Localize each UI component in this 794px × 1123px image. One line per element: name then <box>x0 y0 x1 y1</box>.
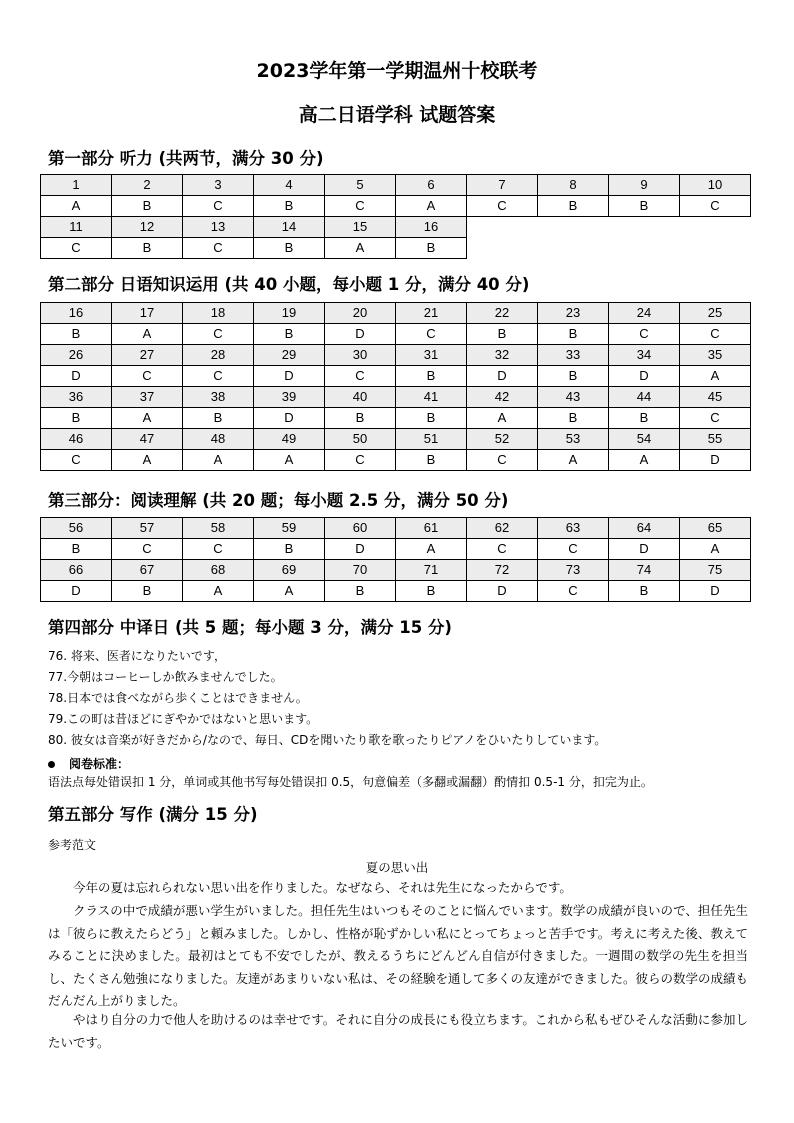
question-number: 2 <box>112 175 183 196</box>
answer-cell: C <box>183 366 254 387</box>
answer-cell: C <box>325 196 396 217</box>
part1-heading: 第一部分 听力 (共两节，满分 30 分) <box>48 149 324 168</box>
part3-heading: 第三部分：阅读理解 (共 20 题；每小题 2.5 分，满分 50 分) <box>48 491 509 510</box>
answer-cell: B <box>538 408 609 429</box>
answer-cell: B <box>396 450 467 471</box>
question-number: 26 <box>41 345 112 366</box>
answer-cell: C <box>680 324 751 345</box>
answer-cell: D <box>325 539 396 560</box>
question-number: 65 <box>680 518 751 539</box>
question-number: 15 <box>325 217 396 238</box>
part1-answer-table <box>40 174 751 259</box>
empty-cell <box>467 238 538 259</box>
question-number: 64 <box>609 518 680 539</box>
table-row <box>41 324 751 345</box>
empty-cell <box>609 217 680 238</box>
answer-cell: B <box>609 408 680 429</box>
answer-cell: D <box>41 581 112 602</box>
table-row <box>41 450 751 471</box>
question-number: 16 <box>396 217 467 238</box>
answer-cell: A <box>41 196 112 217</box>
answer-cell: A <box>183 581 254 602</box>
question-number: 29 <box>254 345 325 366</box>
question-number: 48 <box>183 429 254 450</box>
answer-cell: B <box>325 408 396 429</box>
question-number: 47 <box>112 429 183 450</box>
empty-cell <box>680 238 751 259</box>
answer-cell: D <box>254 408 325 429</box>
answer-80: 80. 彼女は音楽が好きだから/なので、毎日、CDを聞いたり歌を歌ったりピアノをひいたりしています。 <box>48 733 607 747</box>
question-number: 1 <box>41 175 112 196</box>
question-number: 45 <box>680 387 751 408</box>
question-number: 17 <box>112 303 183 324</box>
answer-cell: B <box>538 324 609 345</box>
question-number: 72 <box>467 560 538 581</box>
part4-heading: 第四部分 中译日 (共 5 题；每小题 3 分，满分 15 分) <box>48 618 452 637</box>
table-row <box>41 217 751 238</box>
question-number: 43 <box>538 387 609 408</box>
answer-cell: C <box>680 196 751 217</box>
answer-cell: C <box>467 450 538 471</box>
answer-cell: C <box>112 366 183 387</box>
question-number: 56 <box>41 518 112 539</box>
question-number: 67 <box>112 560 183 581</box>
answer-cell: C <box>538 539 609 560</box>
question-number: 39 <box>254 387 325 408</box>
answer-cell: B <box>183 408 254 429</box>
part2-heading: 第二部分 日语知识运用 (共 40 小题，每小题 1 分，满分 40 分) <box>48 275 530 294</box>
question-number: 36 <box>41 387 112 408</box>
reference-essay-label: 参考范文 <box>48 838 97 852</box>
table-row <box>41 175 751 196</box>
answer-cell: D <box>609 366 680 387</box>
question-number: 57 <box>112 518 183 539</box>
table-row <box>41 408 751 429</box>
question-number: 13 <box>183 217 254 238</box>
question-number: 25 <box>680 303 751 324</box>
answer-cell: B <box>254 196 325 217</box>
answer-cell: A <box>112 450 183 471</box>
question-number: 21 <box>396 303 467 324</box>
answer-cell: B <box>396 581 467 602</box>
answer-cell: C <box>467 196 538 217</box>
answer-cell: C <box>396 324 467 345</box>
table-row <box>41 518 751 539</box>
question-number: 32 <box>467 345 538 366</box>
question-number: 60 <box>325 518 396 539</box>
question-number: 18 <box>183 303 254 324</box>
question-number: 50 <box>325 429 396 450</box>
question-number: 5 <box>325 175 396 196</box>
table-row <box>41 196 751 217</box>
answer-cell: C <box>538 581 609 602</box>
essay-title: 夏の思い出 <box>365 860 429 875</box>
essay-paragraph: クラスの中で成績が悪い学生がいました。担任先生はいつもそのことに悩んでいます。数学の成績が良いので、担任先生は「彼らに教えたらどう」と頼みました。しかし、性格が恥ずかしい私にとってちょっと苦手です。考えに考えた後、教えてみることに決めました。最初はとても不安でしたが、教えるうちにどんどん自信が付きました。一週間の数学の先生を担当し、たくさん勉強になりました。友達があまりいない私は、その経験を通して多くの友達ができました。彼らの数学の成績もだんだん上がりました。 <box>48 903 749 1008</box>
grading-criteria-text: 语法点每处错误扣 1 分，单词或其他书写每处错误扣 0.5，句意偏差（多翻或漏翻）酌情扣 0.5-1 分，扣完为止。 <box>48 775 653 789</box>
answer-cell: B <box>325 581 396 602</box>
answer-cell: A <box>538 450 609 471</box>
answer-cell: D <box>467 366 538 387</box>
question-number: 23 <box>538 303 609 324</box>
answer-cell: B <box>396 366 467 387</box>
document-subtitle: 高二日语学科 试题答案 <box>298 104 496 126</box>
question-number: 34 <box>609 345 680 366</box>
answer-cell: C <box>680 408 751 429</box>
answer-cell: C <box>41 238 112 259</box>
question-number: 61 <box>396 518 467 539</box>
question-number: 16 <box>41 303 112 324</box>
question-number: 59 <box>254 518 325 539</box>
part2-answer-table <box>40 302 751 471</box>
answer-cell: B <box>538 366 609 387</box>
answer-cell: A <box>112 324 183 345</box>
question-number: 33 <box>538 345 609 366</box>
essay-paragraph: やはり自分の力で他人を助けるのは幸せです。それに自分の成長にも役立ちます。これから私もぜひそんな活動に参加したいです。 <box>48 1012 748 1050</box>
question-number: 55 <box>680 429 751 450</box>
question-number: 66 <box>41 560 112 581</box>
answer-cell: D <box>254 366 325 387</box>
question-number: 3 <box>183 175 254 196</box>
answer-cell: A <box>254 581 325 602</box>
answer-cell: B <box>41 539 112 560</box>
answer-cell: C <box>609 324 680 345</box>
question-number: 69 <box>254 560 325 581</box>
question-number: 49 <box>254 429 325 450</box>
answer-cell: A <box>112 408 183 429</box>
answer-cell: B <box>112 238 183 259</box>
answer-cell: B <box>41 408 112 429</box>
question-number: 42 <box>467 387 538 408</box>
table-row <box>41 345 751 366</box>
question-number: 24 <box>609 303 680 324</box>
answer-cell: A <box>396 539 467 560</box>
answer-cell: B <box>467 324 538 345</box>
answer-cell: D <box>325 324 396 345</box>
empty-cell <box>538 238 609 259</box>
question-number: 6 <box>396 175 467 196</box>
answer-77: 77.今朝はコーヒーしか飲みませんでした。 <box>48 670 283 684</box>
answer-cell: D <box>680 450 751 471</box>
question-number: 30 <box>325 345 396 366</box>
answer-cell: A <box>396 196 467 217</box>
question-number: 12 <box>112 217 183 238</box>
question-number: 31 <box>396 345 467 366</box>
table-row <box>41 581 751 602</box>
answer-cell: A <box>254 450 325 471</box>
part3-answer-table <box>40 517 751 602</box>
answer-cell: D <box>467 581 538 602</box>
answer-cell: C <box>41 450 112 471</box>
answer-cell: A <box>467 408 538 429</box>
question-number: 46 <box>41 429 112 450</box>
question-number: 22 <box>467 303 538 324</box>
table-row <box>41 303 751 324</box>
answer-cell: C <box>183 196 254 217</box>
question-number: 73 <box>538 560 609 581</box>
empty-cell <box>609 238 680 259</box>
answer-cell: C <box>183 539 254 560</box>
question-number: 35 <box>680 345 751 366</box>
question-number: 54 <box>609 429 680 450</box>
empty-cell <box>467 217 538 238</box>
answer-76: 76. 将来、医者になりたいです， <box>48 649 226 663</box>
answer-78: 78.日本では食べながら歩くことはできません。 <box>48 691 308 705</box>
question-number: 41 <box>396 387 467 408</box>
empty-cell <box>680 217 751 238</box>
answer-cell: A <box>325 238 396 259</box>
part5-heading: 第五部分 写作 (满分 15 分) <box>48 805 258 824</box>
answer-cell: D <box>609 539 680 560</box>
answer-cell: A <box>680 366 751 387</box>
question-number: 53 <box>538 429 609 450</box>
answer-cell: C <box>183 238 254 259</box>
answer-cell: B <box>254 539 325 560</box>
question-number: 71 <box>396 560 467 581</box>
question-number: 19 <box>254 303 325 324</box>
question-number: 27 <box>112 345 183 366</box>
question-number: 4 <box>254 175 325 196</box>
answer-cell: A <box>183 450 254 471</box>
question-number: 75 <box>680 560 751 581</box>
question-number: 44 <box>609 387 680 408</box>
empty-cell <box>538 217 609 238</box>
table-row <box>41 429 751 450</box>
answer-cell: D <box>41 366 112 387</box>
answer-cell: B <box>112 196 183 217</box>
answer-cell: B <box>396 408 467 429</box>
answer-cell: C <box>325 366 396 387</box>
question-number: 58 <box>183 518 254 539</box>
question-number: 63 <box>538 518 609 539</box>
answer-cell: B <box>538 196 609 217</box>
answer-cell: B <box>254 324 325 345</box>
bullet-icon <box>48 761 55 768</box>
answer-cell: C <box>183 324 254 345</box>
question-number: 11 <box>41 217 112 238</box>
question-number: 7 <box>467 175 538 196</box>
table-row <box>41 387 751 408</box>
table-row <box>41 366 751 387</box>
question-number: 40 <box>325 387 396 408</box>
answer-cell: C <box>325 450 396 471</box>
answer-cell: B <box>609 196 680 217</box>
table-row <box>41 560 751 581</box>
question-number: 68 <box>183 560 254 581</box>
question-number: 9 <box>609 175 680 196</box>
answer-cell: A <box>609 450 680 471</box>
question-number: 74 <box>609 560 680 581</box>
answer-cell: C <box>467 539 538 560</box>
question-number: 70 <box>325 560 396 581</box>
grading-criteria-label <box>48 755 129 772</box>
answer-cell: C <box>112 539 183 560</box>
grading-criteria-label-text: 阅卷标准： <box>69 757 130 771</box>
question-number: 62 <box>467 518 538 539</box>
question-number: 20 <box>325 303 396 324</box>
answer-cell: B <box>112 581 183 602</box>
question-number: 38 <box>183 387 254 408</box>
table-row <box>41 238 751 259</box>
document-title: 2023学年第一学期温州十校联考 <box>256 60 538 82</box>
answer-cell: D <box>680 581 751 602</box>
question-number: 37 <box>112 387 183 408</box>
question-number: 8 <box>538 175 609 196</box>
answer-79: 79.この町は昔ほどにぎやかではないと思います。 <box>48 712 319 726</box>
answer-cell: B <box>254 238 325 259</box>
essay-paragraph: 今年の夏は忘れられない思い出を作りました。なぜなら、それは先生になったからです。 <box>73 880 572 895</box>
question-number: 14 <box>254 217 325 238</box>
answer-cell: A <box>680 539 751 560</box>
answer-cell: B <box>609 581 680 602</box>
question-number: 28 <box>183 345 254 366</box>
answer-cell: B <box>41 324 112 345</box>
question-number: 10 <box>680 175 751 196</box>
question-number: 51 <box>396 429 467 450</box>
table-row <box>41 539 751 560</box>
answer-cell: B <box>396 238 467 259</box>
question-number: 52 <box>467 429 538 450</box>
